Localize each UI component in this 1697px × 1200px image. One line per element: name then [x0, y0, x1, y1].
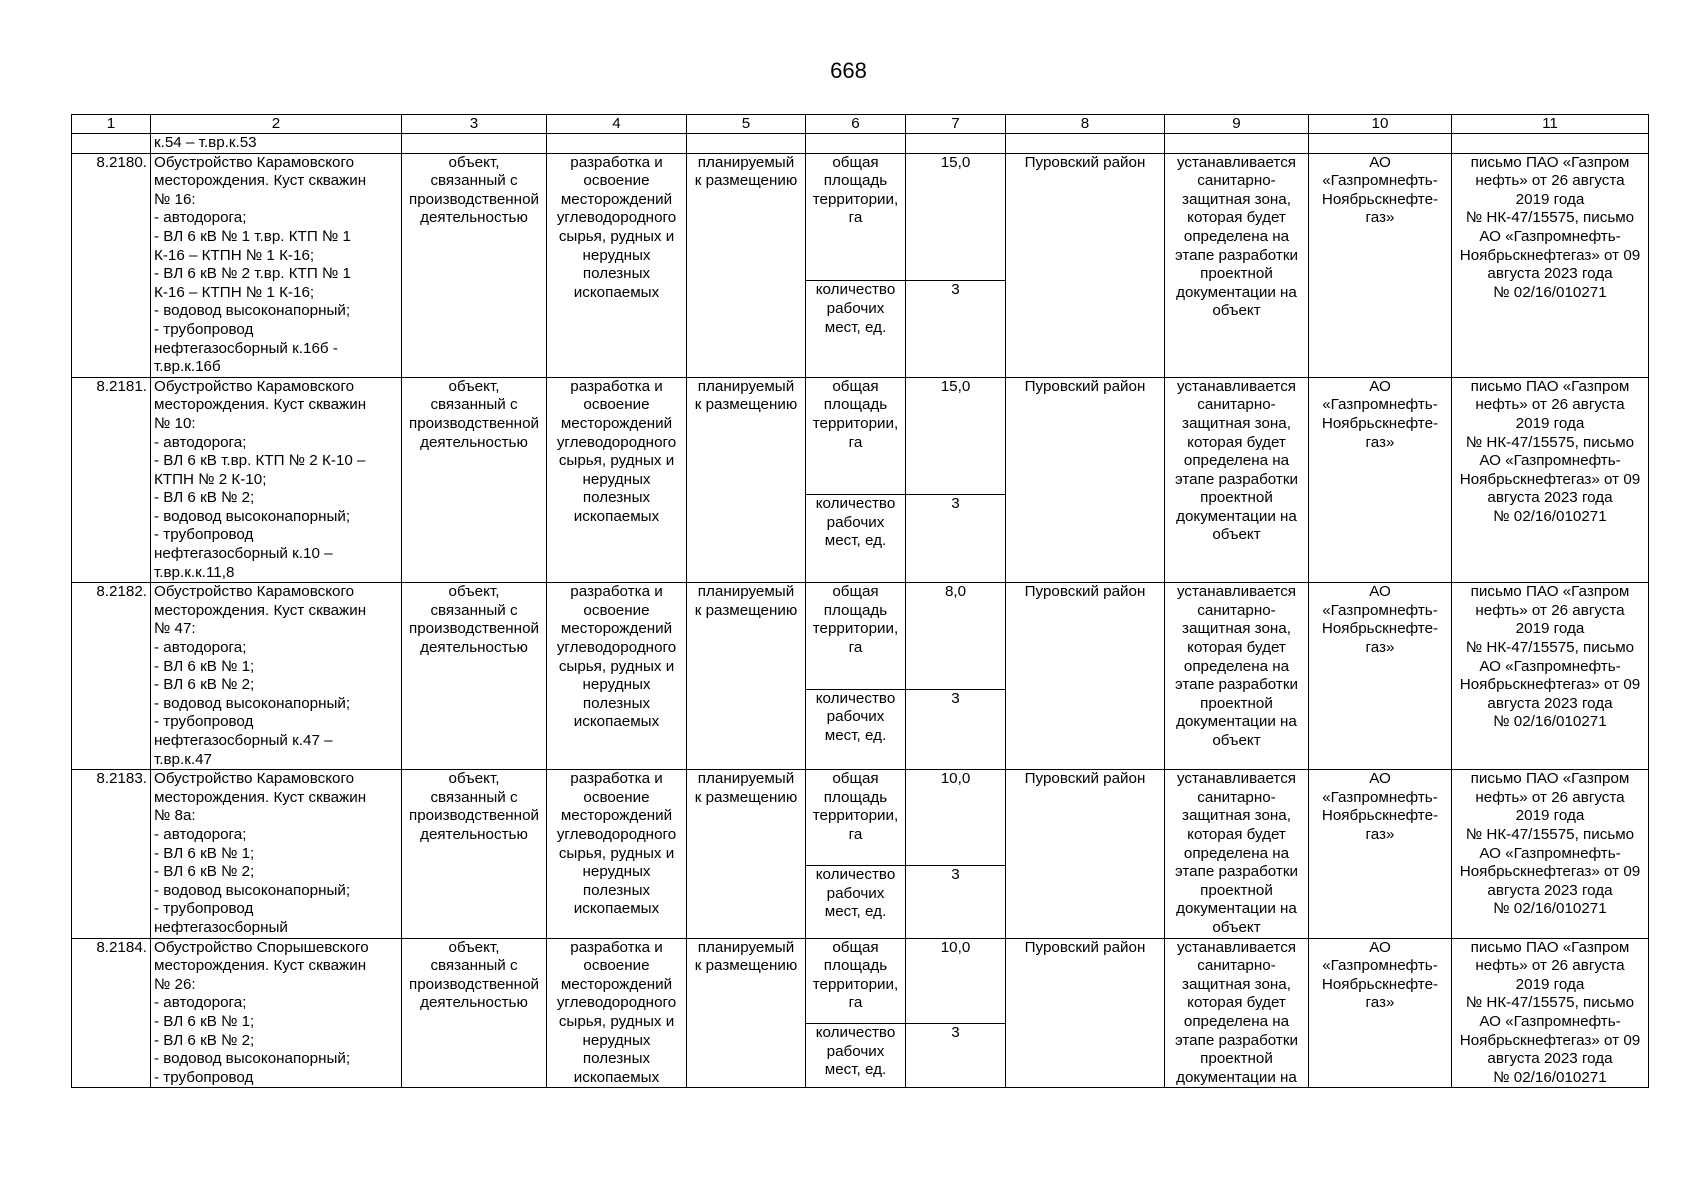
object-type: объект, связанный с производственной деятельностью [402, 583, 547, 770]
object-purpose: разработка и освоение месторождений углеводородного сырья, рудных и нерудных полезных ископаемых [547, 377, 687, 583]
column-header: 6 [806, 115, 906, 134]
source-document: письмо ПАО «Газпром нефть» от 26 августа 2019 года № НК-47/15575, письмо АО «Газпромнефть- Ноябрьскнефтегаз» от 09 августа 2023 года № 02/16/010271 [1452, 938, 1649, 1088]
column-header: 8 [1006, 115, 1165, 134]
row-number: 8.2181. [72, 377, 151, 583]
value-workplaces: 3 [906, 866, 1006, 938]
table-row [72, 583, 1649, 690]
parameter-area: общая площадь территории, га [806, 938, 906, 1023]
parameter-workplaces: количество рабочих мест, ед. [806, 1023, 906, 1087]
object-status: планируемый к размещению [687, 377, 806, 583]
row-number: 8.2184. [72, 938, 151, 1088]
column-header: 2 [151, 115, 402, 134]
parameter-workplaces: количество рабочих мест, ед. [806, 494, 906, 582]
object-name: Обустройство Карамовского месторождения. Куст скважин № 10: - автодорога; - ВЛ 6 кВ т.вр. КТП № 2 К-10 – КТПН № 2 К-10; - ВЛ 6 кВ № 2; - водовод высоконапорный; - трубопровод нефтегазосборный к.10 – т.вр.к.к.11,8 [151, 377, 402, 583]
location: Пуровский район [1006, 377, 1165, 583]
source-document: письмо ПАО «Газпром нефть» от 26 августа 2019 года № НК-47/15575, письмо АО «Газпромнефть- Ноябрьскнефтегаз» от 09 августа 2023 года № 02/16/010271 [1452, 153, 1649, 377]
owner: АО «Газпромнефть- Ноябрьскнефте- газ» [1309, 153, 1452, 377]
object-type: объект, связанный с производственной деятельностью [402, 377, 547, 583]
zone-description: устанавливается санитарно- защитная зона, которая будет определена на этапе разработки проектной документации на объект [1165, 153, 1309, 377]
header-row [72, 115, 1649, 134]
column-header: 3 [402, 115, 547, 134]
parameter-area: общая площадь территории, га [806, 583, 906, 690]
object-status: планируемый к размещению [687, 938, 806, 1088]
owner: АО «Газпромнефть- Ноябрьскнефте- газ» [1309, 938, 1452, 1088]
location: Пуровский район [1006, 153, 1165, 377]
parameter-area: общая площадь территории, га [806, 153, 906, 281]
row-number: 8.2180. [72, 153, 151, 377]
parameter-workplaces: количество рабочих мест, ед. [806, 866, 906, 938]
column-header: 4 [547, 115, 687, 134]
column-header: 5 [687, 115, 806, 134]
zone-description: устанавливается санитарно- защитная зона, которая будет определена на этапе разработки проектной документации на объект [1165, 770, 1309, 938]
column-header: 1 [72, 115, 151, 134]
table-row [72, 153, 1649, 281]
object-type: объект, связанный с производственной деятельностью [402, 938, 547, 1088]
value-area: 10,0 [906, 770, 1006, 866]
row-number: 8.2182. [72, 583, 151, 770]
location: Пуровский район [1006, 938, 1165, 1088]
owner: АО «Газпромнефть- Ноябрьскнефте- газ» [1309, 583, 1452, 770]
value-area: 10,0 [906, 938, 1006, 1023]
location: Пуровский район [1006, 770, 1165, 938]
object-type: объект, связанный с производственной деятельностью [402, 153, 547, 377]
object-purpose: разработка и освоение месторождений углеводородного сырья, рудных и нерудных полезных ископаемых [547, 583, 687, 770]
value-area: 15,0 [906, 377, 1006, 494]
column-header: 9 [1165, 115, 1309, 134]
column-header: 11 [1452, 115, 1649, 134]
table-row [72, 377, 1649, 494]
parameter-workplaces: количество рабочих мест, ед. [806, 281, 906, 377]
object-name: Обустройство Спорышевского месторождения. Куст скважин № 26: - автодорога; - ВЛ 6 кВ № 1; - ВЛ 6 кВ № 2; - водовод высоконапорный; - трубопровод [151, 938, 402, 1088]
location: Пуровский район [1006, 583, 1165, 770]
object-type: объект, связанный с производственной деятельностью [402, 770, 547, 938]
owner: АО «Газпромнефть- Ноябрьскнефте- газ» [1309, 377, 1452, 583]
objects-table [71, 114, 1649, 1088]
object-purpose: разработка и освоение месторождений углеводородного сырья, рудных и нерудных полезных ископаемых [547, 938, 687, 1088]
column-header: 7 [906, 115, 1006, 134]
parameter-area: общая площадь территории, га [806, 770, 906, 866]
parameter-area: общая площадь территории, га [806, 377, 906, 494]
object-name: Обустройство Карамовского месторождения. Куст скважин № 47: - автодорога; - ВЛ 6 кВ № 1; - ВЛ 6 кВ № 2; - водовод высоконапорный; - трубопровод нефтегазосборный к.47 – т.вр.к.47 [151, 583, 402, 770]
source-document: письмо ПАО «Газпром нефть» от 26 августа 2019 года № НК-47/15575, письмо АО «Газпромнефть- Ноябрьскнефтегаз» от 09 августа 2023 года № 02/16/010271 [1452, 377, 1649, 583]
object-purpose: разработка и освоение месторождений углеводородного сырья, рудных и нерудных полезных ископаемых [547, 153, 687, 377]
object-name: Обустройство Карамовского месторождения. Куст скважин № 8а: - автодорога; - ВЛ 6 кВ № 1; - ВЛ 6 кВ № 2; - водовод высоконапорный; - трубопровод нефтегазосборный [151, 770, 402, 938]
parameter-workplaces: количество рабочих мест, ед. [806, 689, 906, 769]
carry-over-row [72, 134, 1649, 154]
column-header: 10 [1309, 115, 1452, 134]
row-number: 8.2183. [72, 770, 151, 938]
zone-description: устанавливается санитарно- защитная зона, которая будет определена на этапе разработки проектной документации на объект [1165, 583, 1309, 770]
page-number: 668 [830, 58, 867, 83]
value-workplaces: 3 [906, 494, 1006, 582]
object-status: планируемый к размещению [687, 583, 806, 770]
zone-description: устанавливается санитарно- защитная зона, которая будет определена на этапе разработки проектной документации на [1165, 938, 1309, 1088]
value-area: 8,0 [906, 583, 1006, 690]
table-row [72, 770, 1649, 866]
value-workplaces: 3 [906, 1023, 1006, 1087]
source-document: письмо ПАО «Газпром нефть» от 26 августа 2019 года № НК-47/15575, письмо АО «Газпромнефть- Ноябрьскнефтегаз» от 09 августа 2023 года № 02/16/010271 [1452, 583, 1649, 770]
zone-description: устанавливается санитарно- защитная зона, которая будет определена на этапе разработки проектной документации на объект [1165, 377, 1309, 583]
value-area: 15,0 [906, 153, 1006, 281]
object-status: планируемый к размещению [687, 153, 806, 377]
table-row [72, 938, 1649, 1023]
object-purpose: разработка и освоение месторождений углеводородного сырья, рудных и нерудных полезных ископаемых [547, 770, 687, 938]
carry-over-text: к.54 – т.вр.к.53 [151, 134, 402, 154]
owner: АО «Газпромнефть- Ноябрьскнефте- газ» [1309, 770, 1452, 938]
value-workplaces: 3 [906, 689, 1006, 769]
value-workplaces: 3 [906, 281, 1006, 377]
object-status: планируемый к размещению [687, 770, 806, 938]
object-name: Обустройство Карамовского месторождения. Куст скважин № 16: - автодорога; - ВЛ 6 кВ № 1 т.вр. КТП № 1 К-16 – КТПН № 1 К-16; - ВЛ 6 кВ № 2 т.вр. КТП № 1 К-16 – КТПН № 1 К-16; - водовод высоконапорный; - трубопровод нефтегазосборный к.16б - т.вр.к.16б [151, 153, 402, 377]
source-document: письмо ПАО «Газпром нефть» от 26 августа 2019 года № НК-47/15575, письмо АО «Газпромнефть- Ноябрьскнефтегаз» от 09 августа 2023 года № 02/16/010271 [1452, 770, 1649, 938]
